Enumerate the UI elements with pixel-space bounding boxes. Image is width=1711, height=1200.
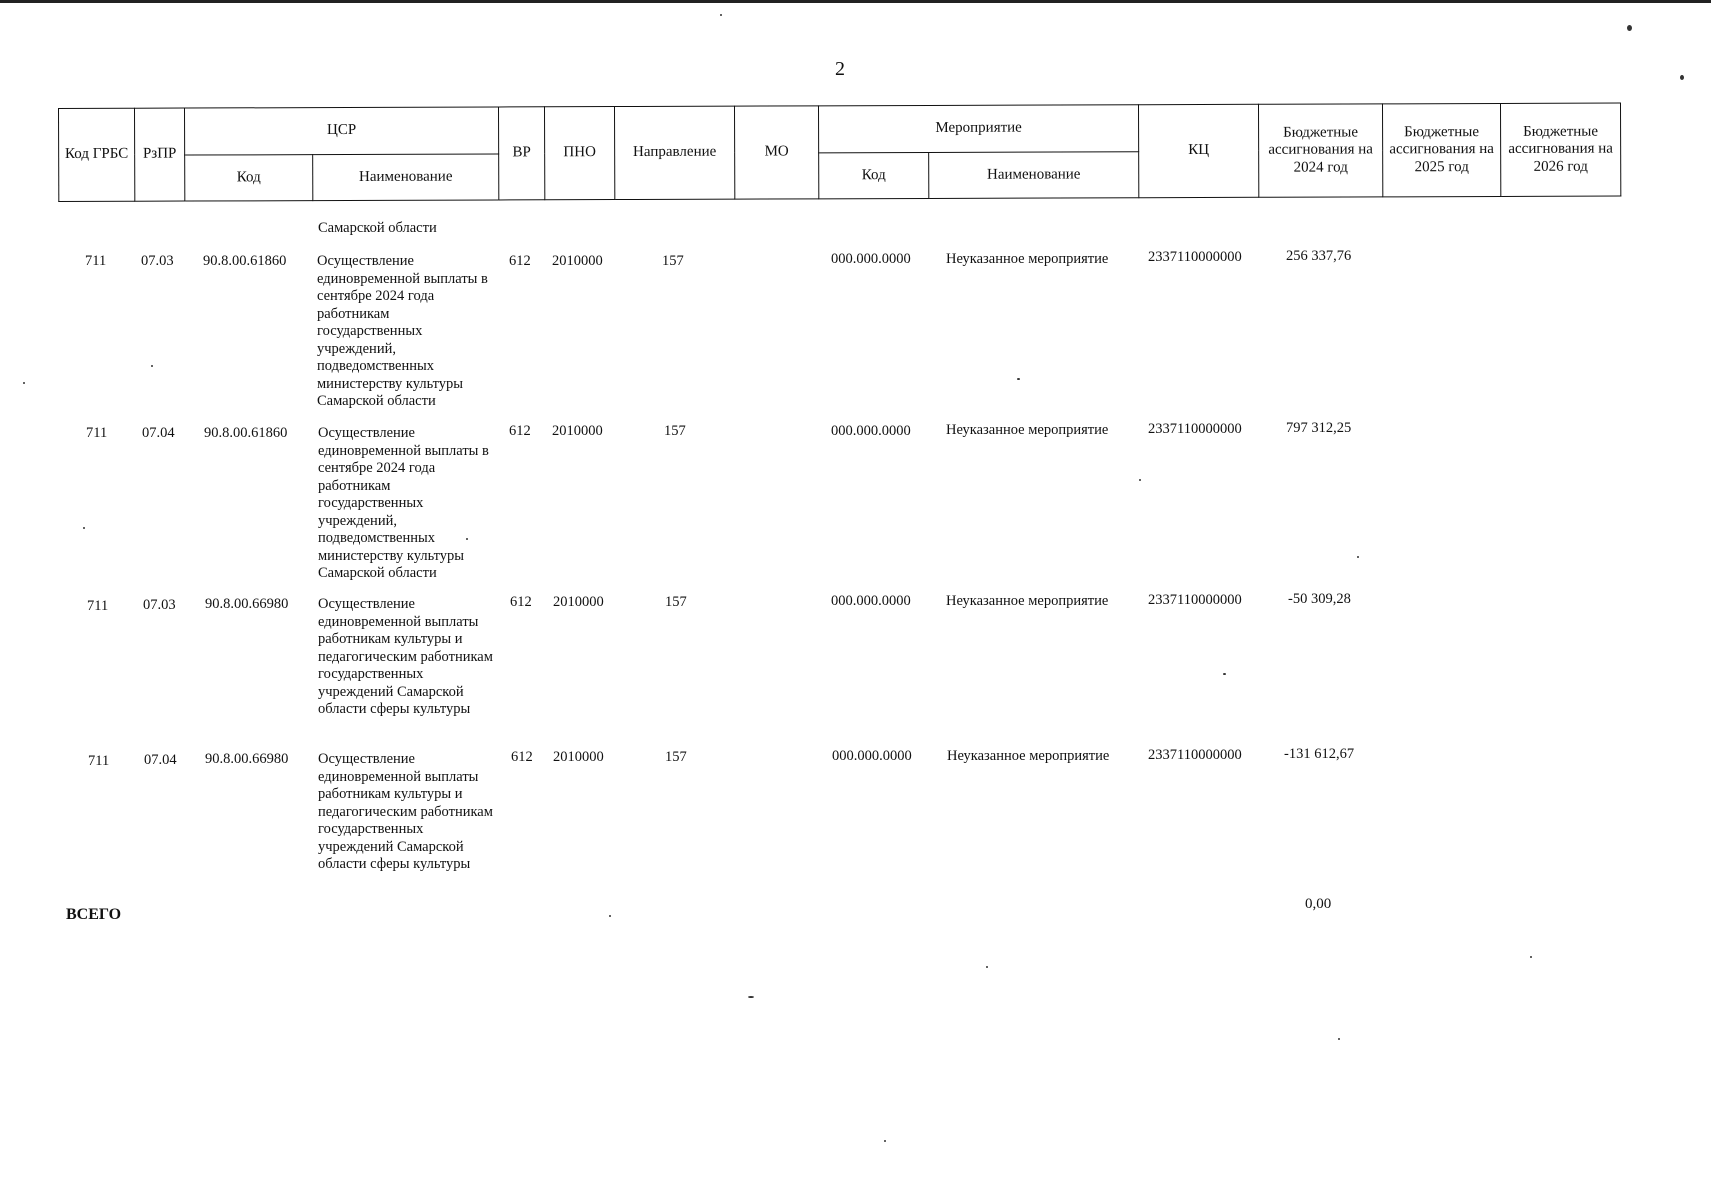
header-pno: ПНО: [544, 107, 614, 200]
cell-event-code: 000.000.0000: [831, 593, 911, 609]
cell-rzpr: 07.03: [143, 597, 176, 613]
cell-rzpr: 07.04: [142, 425, 175, 441]
cell-grbs: 711: [85, 253, 107, 269]
table-row: [0, 591, 1711, 741]
header-event-code: Код: [819, 152, 929, 199]
cell-direction: 157: [662, 253, 684, 269]
scan-speck: [1357, 556, 1359, 558]
header-event-name: Наименование: [929, 151, 1139, 198]
cell-vr: 612: [511, 749, 533, 765]
cell-direction: 157: [664, 423, 686, 439]
header-budget-2024: Бюджетные ассигнования на 2024 год: [1258, 104, 1382, 197]
cell-vr: 612: [510, 594, 532, 610]
cell-event-name: Неуказанное мероприятие: [946, 422, 1109, 438]
cell-event-code: 000.000.0000: [831, 251, 911, 267]
header-budget-2026: Бюджетные ассигнования на 2026 год: [1500, 103, 1620, 196]
scan-speck: [1530, 956, 1532, 958]
cell-pno: 2010000: [553, 749, 604, 765]
header-direction: Направление: [614, 106, 734, 199]
cell-pno: 2010000: [552, 423, 603, 439]
cell-csr-name: Осуществление единовременной выплаты в сентябре 2024 года работникам государственных учреждений, подведомственных министерству культуры Самарской области: [318, 425, 489, 581]
cell-vr: 612: [509, 423, 531, 439]
cell-grbs: 711: [86, 425, 108, 441]
cell-event-name: Неуказанное мероприятие: [946, 593, 1109, 609]
scan-speck: [1680, 75, 1684, 80]
scan-speck: [720, 14, 722, 16]
cell-event-code: 000.000.0000: [831, 423, 911, 439]
cell-rzpr: 07.03: [141, 253, 174, 269]
cell-csr-code: 90.8.00.61860: [203, 253, 287, 269]
table-row: [0, 420, 1711, 585]
cell-csr-code: 90.8.00.66980: [205, 751, 289, 767]
scan-speck: [748, 996, 754, 998]
total-label: ВСЕГО: [66, 906, 122, 923]
scan-speck: [83, 527, 85, 529]
cell-budget-2024: 797 312,25: [1286, 420, 1352, 436]
header-csr-name: Наименование: [313, 153, 499, 200]
scan-speck: [1139, 479, 1141, 481]
table-row: [0, 248, 1711, 413]
cell-csr-name: Осуществление единовременной выплаты работникам культуры и педагогическим работникам государственных учреждений Самарской области сферы культуры: [318, 596, 493, 717]
cell-direction: 157: [665, 594, 687, 610]
cell-kc: 2337110000000: [1148, 249, 1242, 265]
cell-csr-code: 90.8.00.61860: [204, 425, 288, 441]
scan-top-edge: [0, 0, 1711, 3]
header-rzpr: РзПР: [135, 108, 185, 201]
cell-csr-name: Осуществление единовременной выплаты в сентябре 2024 года работникам государственных учреждений, подведомственных министерству культуры Самарской области: [317, 253, 488, 409]
header-mo: МО: [734, 106, 818, 199]
scan-speck: [1338, 1038, 1340, 1040]
cell-rzpr: 07.04: [144, 752, 177, 768]
cell-budget-2024: 256 337,76: [1286, 248, 1352, 264]
cell-kc: 2337110000000: [1148, 592, 1242, 608]
header-csr-group: ЦСР: [185, 107, 499, 155]
cell-budget-2024: -50 309,28: [1288, 591, 1351, 607]
cell-grbs: 711: [87, 598, 109, 614]
cell-grbs: 711: [88, 753, 110, 769]
header-csr-code: Код: [185, 154, 313, 201]
scan-speck: [466, 538, 468, 540]
cell-csr-code: 90.8.00.66980: [205, 596, 289, 612]
scan-speck: [1223, 673, 1226, 675]
table-header: [58, 103, 1621, 202]
cell-kc: 2337110000000: [1148, 747, 1242, 763]
header-kc: КЦ: [1138, 104, 1258, 197]
cell-csr-name: Осуществление единовременной выплаты работникам культуры и педагогическим работникам государственных учреждений Самарской области сферы культуры: [318, 751, 493, 872]
header-budget-2025: Бюджетные ассигнования на 2025 год: [1382, 103, 1500, 196]
scan-speck: [884, 1140, 886, 1142]
total-budget-2024: 0,00: [1305, 896, 1332, 912]
scan-speck: [23, 382, 25, 384]
cell-pno: 2010000: [552, 253, 603, 269]
cell-event-name: Неуказанное мероприятие: [947, 748, 1110, 764]
page-number: 2: [835, 58, 845, 80]
cell-direction: 157: [665, 749, 687, 765]
scan-speck: [1627, 25, 1632, 31]
scan-speck: [1017, 378, 1020, 380]
header-grbs: Код ГРБС: [59, 108, 135, 201]
cell-event-name: Неуказанное мероприятие: [946, 251, 1109, 267]
header-vr: ВР: [498, 107, 544, 200]
scan-speck: [609, 915, 611, 917]
scan-speck: [986, 966, 988, 968]
table-row: [0, 746, 1711, 896]
cell-event-code: 000.000.0000: [832, 748, 912, 764]
continuation-text: Самарской области: [318, 220, 437, 236]
header-event-group: Мероприятие: [818, 105, 1138, 153]
cell-budget-2024: -131 612,67: [1284, 746, 1355, 762]
scan-speck: [151, 365, 153, 367]
cell-vr: 612: [509, 253, 531, 269]
cell-kc: 2337110000000: [1148, 421, 1242, 437]
cell-pno: 2010000: [553, 594, 604, 610]
